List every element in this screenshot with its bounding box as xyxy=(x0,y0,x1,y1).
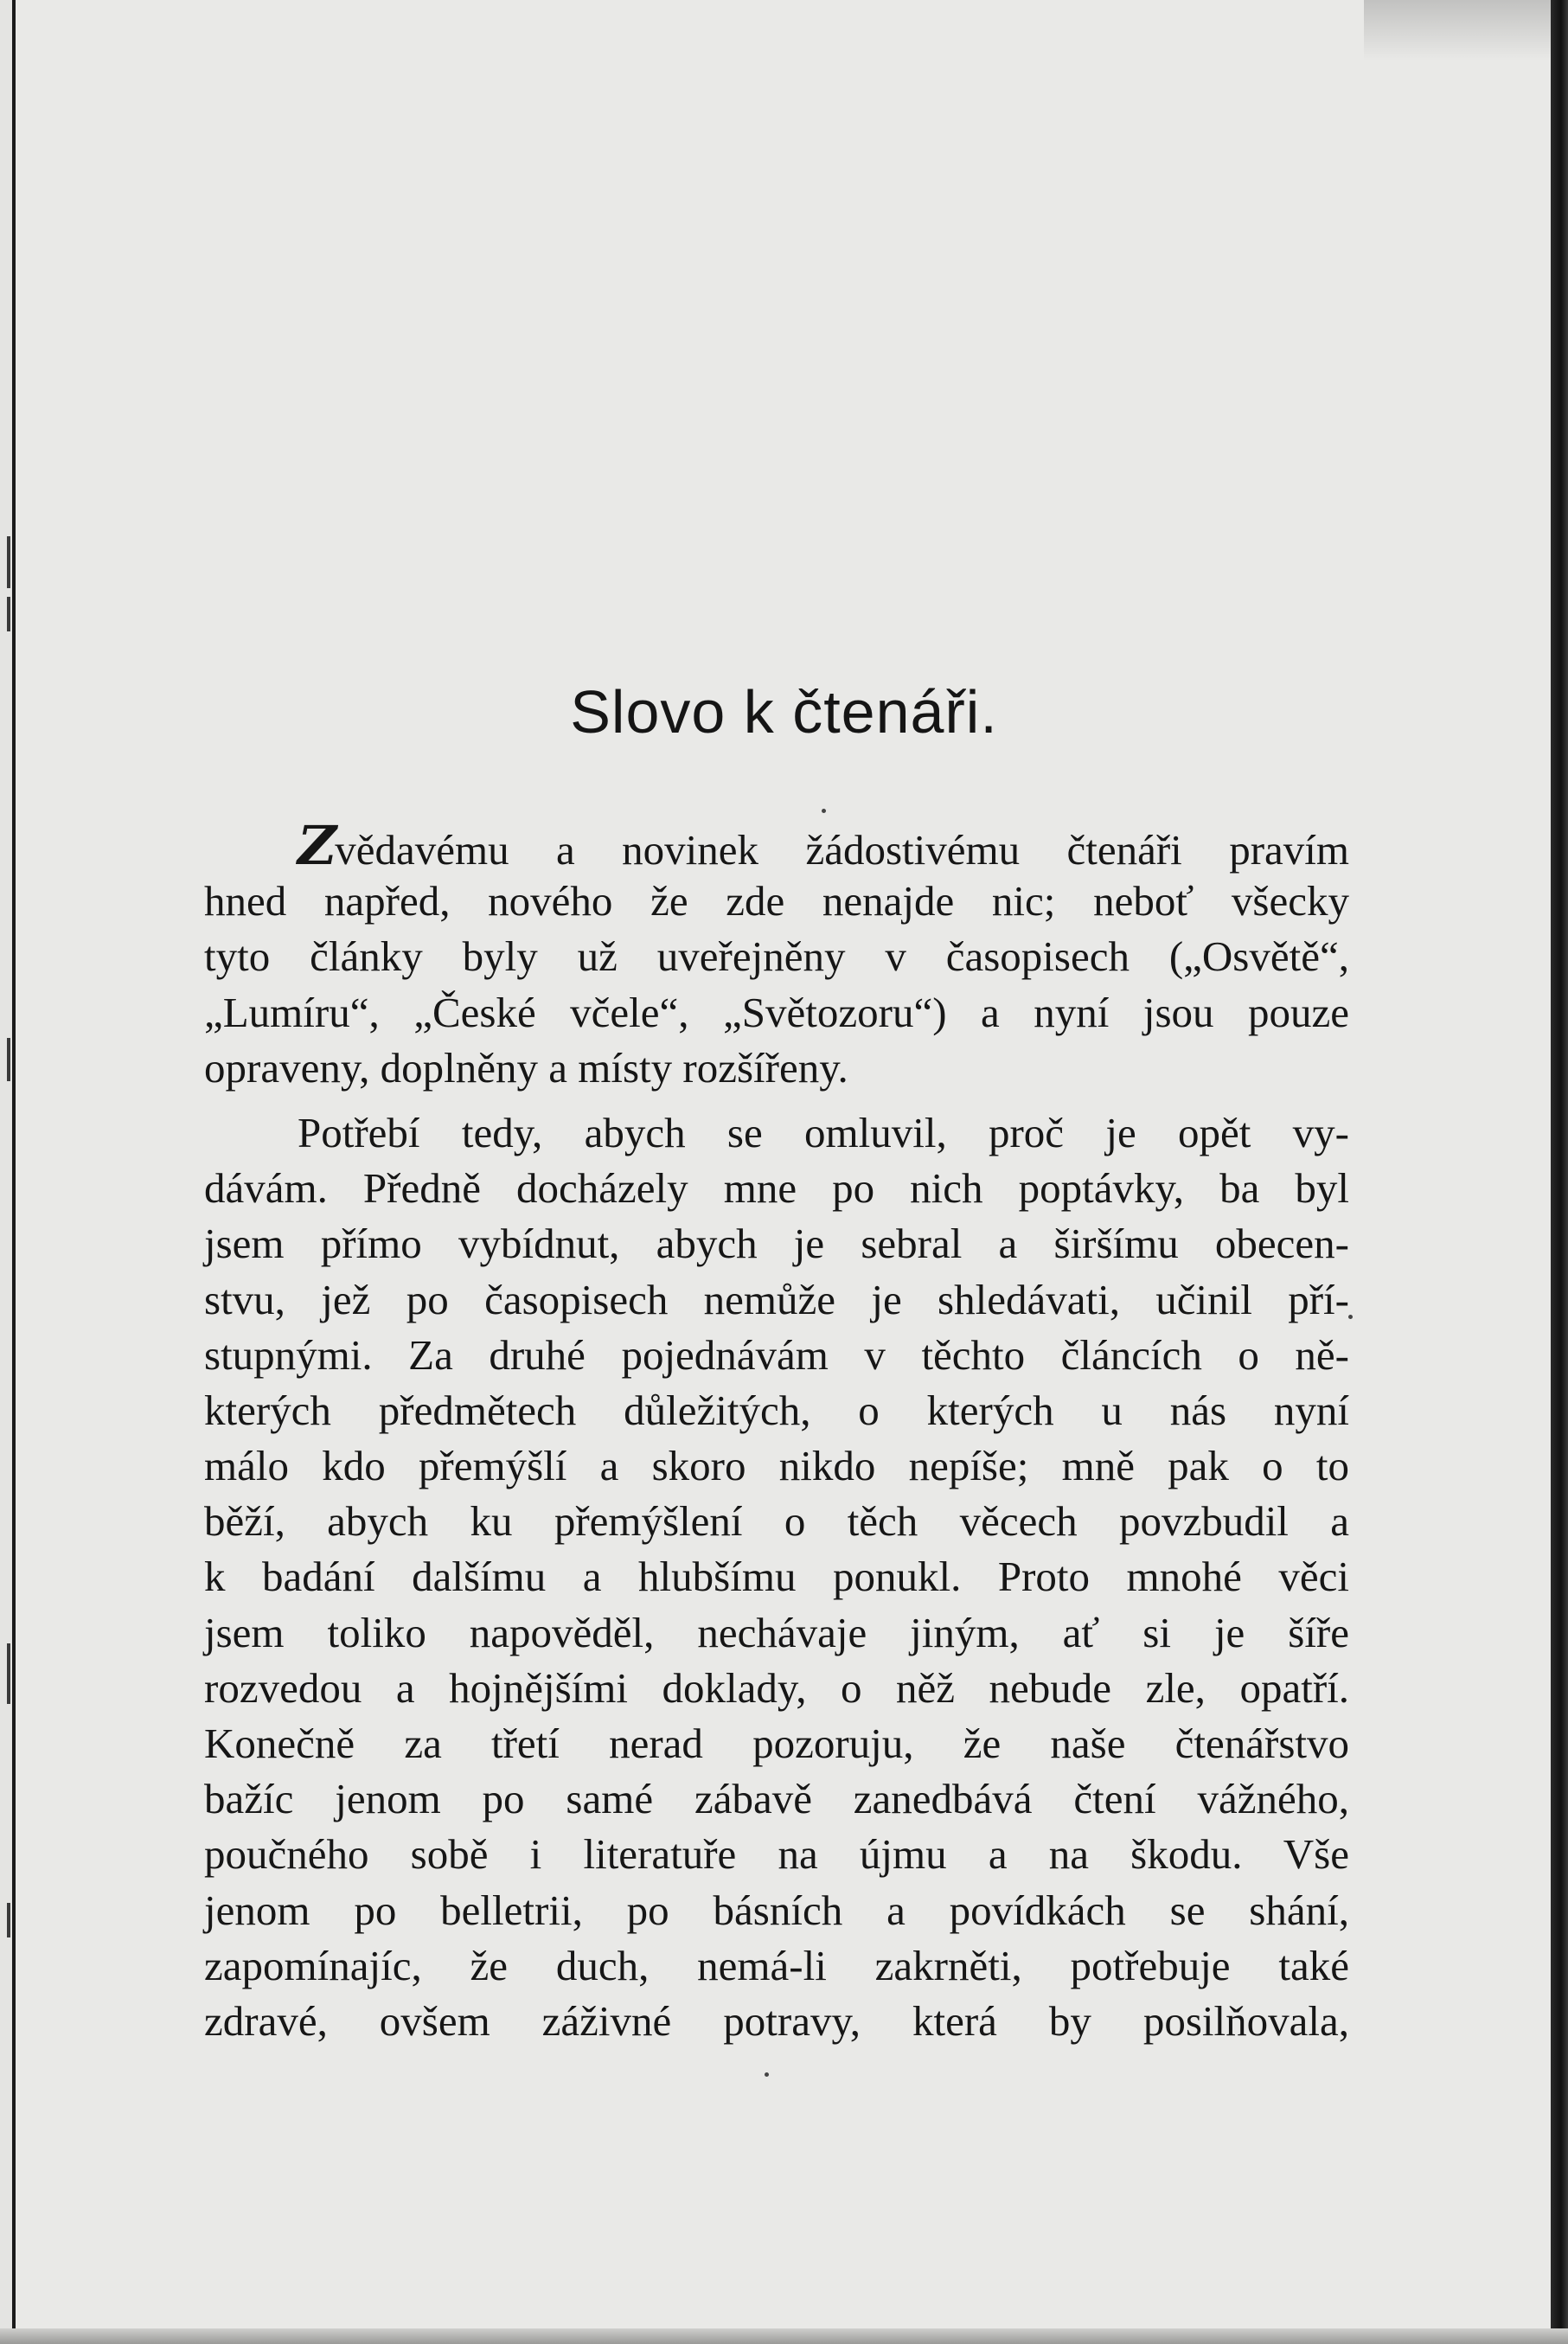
text-line: zdravé, ovšem záživné potravy, která by posilňovala, xyxy=(204,1996,1349,2045)
text-line: k badání dalšímu a hlubšímu ponukl. Proto mnohé věci xyxy=(204,1553,1349,1601)
text-line: kterých předmětech důležitých, o kterých u nás nyní xyxy=(204,1386,1349,1434)
body-text xyxy=(204,814,1349,2049)
edge-mark xyxy=(7,1038,10,1081)
speck xyxy=(765,2072,769,2077)
text-line: Zvědavému a novinek žádostivému čtenáři pravím xyxy=(298,814,1349,877)
text-line: jsem toliko napověděl, nechávaje jiným, ať si je šíře xyxy=(204,1608,1349,1656)
text-line: opraveny, doplněny a místy rozšířeny. xyxy=(204,1043,848,1092)
scan-edge xyxy=(1551,0,1568,2344)
text-line: Konečně za třetí nerad pozoruju, že naše čtenářstvo xyxy=(204,1720,1349,1767)
text-line: rozvedou a hojnějšími doklady, o něž nebude zle, opatří. xyxy=(204,1663,1349,1712)
text-line: stupnými. Za druhé pojednávám v těchto článcích o ně- xyxy=(204,1330,1349,1379)
text-line: jsem přímo vybídnut, abych je sebral a širšímu obecen- xyxy=(204,1220,1349,1268)
drop-cap: Z xyxy=(298,814,337,877)
paragraph-2 xyxy=(204,1105,1349,2049)
text-line: hned napřed, nového že zde nenajde nic; neboť všecky xyxy=(204,877,1349,925)
paragraph-1 xyxy=(204,814,1349,1096)
edge-mark xyxy=(7,597,10,631)
text-line: Potřebí tedy, abych se omluvil, proč je opět vy- xyxy=(298,1108,1349,1156)
text-line: tyto články byly už uveřejněny v časopisech („Osvětě“, xyxy=(204,932,1349,981)
text-line: zapomínajíc, že duch, nemá-li zakrněti, potřebuje také xyxy=(204,1941,1349,1989)
text-line: poučného sobě i literatuře na újmu a na škodu. Vše xyxy=(204,1830,1349,1879)
page-title: Slovo k čtenáři. xyxy=(570,678,998,746)
page-bottom-edge xyxy=(0,2328,1568,2344)
edge-mark xyxy=(7,536,10,588)
text-line: běží, abych ku přemýšlení o těch věcech povzbudil a xyxy=(204,1497,1349,1546)
text-line: málo kdo přemýšlí a skoro nikdo nepíše; mně pak o to xyxy=(204,1442,1349,1490)
text-line: dávám. Předně docházely mne po nich poptávky, ba byl xyxy=(204,1164,1349,1213)
text-line: stvu, jež po časopisech nemůže je shledávati, učinil pří- xyxy=(204,1275,1349,1323)
text-line: „Lumíru“, „České včele“, „Světozoru“) a nyní jsou pouze xyxy=(204,988,1349,1036)
edge-mark xyxy=(7,1643,10,1704)
page-shadow xyxy=(1364,0,1554,61)
text-line: bažíc jenom po samé zábavě zanedbává čtení vážného, xyxy=(204,1775,1349,1823)
text-line: jenom po belletrii, po básních a povídkách se shání, xyxy=(204,1886,1349,1934)
edge-mark xyxy=(7,1903,10,1937)
speck xyxy=(822,809,826,813)
